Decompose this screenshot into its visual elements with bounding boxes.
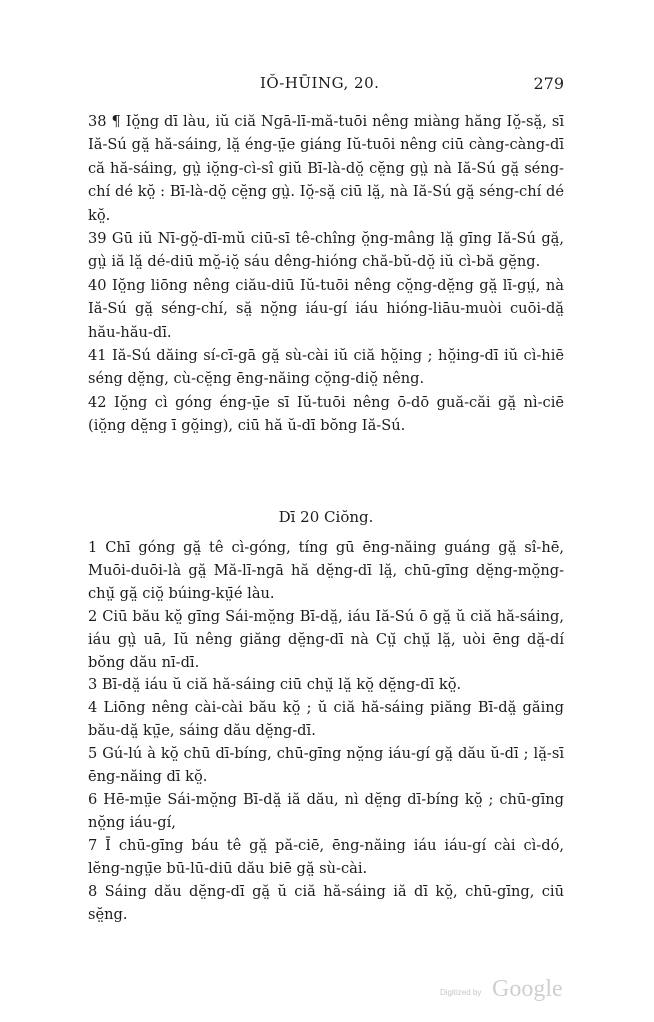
verse-41: 41 Iă-Sú dăing sí-cī-gā gă̤ sù-cài iŭ ciă hŏ̤ing ; hŏ̤ing-dī iŭ cì-hiē séng dĕ̤ng, cù-cĕ̤ng ēng-năing cŏ̤ng-diŏ̤ nêng. (88, 347, 564, 388)
verse-3: 3 Bī-dă̤ iáu ŭ ciă hă-sáing ciū chṳ̆ lă̤ kŏ̤ dĕ̤ng-dī kŏ̤. (88, 676, 462, 694)
verse-6: 6 Hē-mṳ̄e Sái-mŏ̤ng Bī-dă̤ iă dău, nì dĕ̤ng dī-bíng kŏ̤ ; chū-gīng nŏ̤ng iáu-gí, (88, 790, 564, 831)
digitized-by-label: Digitized by (440, 988, 482, 997)
google-watermark (440, 976, 580, 1004)
verse-5: 5 Gú-lú à kŏ̤ chū dī-bíng, chū-gīng nŏ̤ng iáu-gí gă̤ dău ŭ-dī ; lă̤-sī ēng-năing dī kŏ̤. (88, 745, 564, 786)
verse-4: 4 Liōng nêng cài-cài bău kŏ̤ ; ŭ ciă hă-sáing piăng Bī-dă̤ găing bău-dă̤ kṳ̄e, sáing dău dĕ̤ng-dī. (88, 699, 564, 740)
running-head (90, 74, 564, 98)
verse-42: 42 Iŏ̤ng cì góng éng-ṳ̄e sī Iŭ-tuōi nêng ō-dō guă-căi gă̤ nì-ciē (iŏ̤ng dĕ̤ng ī gŏ̤ing), ciū hă ŭ-dī bŏng Iă-Sú. (88, 393, 564, 435)
chapter-19-text (88, 110, 564, 438)
verse-8: 8 Sáing dău dĕ̤ng-dī gă̤ ŭ ciă hă-sáing iă dī kŏ̤, chū-gīng, ciū sĕ̤ng. (88, 882, 564, 923)
verse-38: 38 ¶ Iŏ̤ng dī làu, iŭ ciă Ngā-lī-mă-tuōi nêng miàng hăng Iŏ̤-să̤, sī Iă-Sú gă̤ hă-sáing, lă̤ éng-ṳ̄e giáng Iŭ-tuōi nêng ciū càng-càng-dī că hă-sáing, gṳ̀ iŏ̤ng-cì-sî giŭ Bī-là-dŏ̤ cĕ̤ng gṳ̀ nà Iă-Sú gă̤ séng-chí dé kŏ̤ : Bī-là-dŏ̤ cĕ̤ng gṳ̀. Iŏ̤-să̤ ciū lă̤, nà Iă-Sú gă̤ séng-chí dé kŏ̤. (88, 113, 564, 224)
verse-2: 2 Ciū bău kŏ̤ gīng Sái-mŏ̤ng Bī-dă̤, iáu Iă-Sú ō gă̤ ŭ ciă hă-sáing, iáu gṳ̀ uā, Iŭ nêng giăng dĕ̤ng-dī nà Cṳ̆ chṳ̆ lă̤, uòi ēng dă̤-dí bŏng dău nī-dī. (88, 607, 564, 671)
running-title: IŎ-HŪING, 20. (260, 74, 380, 92)
chapter-heading: Dī 20 Ciŏng. (278, 508, 374, 526)
chapter-20-text (88, 537, 564, 926)
google-logo: Google (492, 976, 563, 1002)
verse-39: 39 Gū iŭ Nī-gŏ̤-dī-mŭ ciū-sī tê-chîng ŏ̤ng-mâng lă̤ gīng Iă-Sú gă̤, gṳ̀ iă lă̤ dé-diū mŏ̤-iŏ̤ sáu dêng-hióng chă-bŭ-dŏ̤ iŭ cì-bă gĕ̤ng. (88, 230, 564, 271)
verse-40: 40 Iŏ̤ng liōng nêng ciău-diū Iŭ-tuōi nêng cŏ̤ng-dĕ̤ng gă̤ lī-gṳ́, nà Iă-Sú gă̤ séng-chí, să̤ nŏ̤ng iáu-gí iáu hióng-liāu-muòi cuōi-dă̤ hău-hău-dī. (88, 276, 564, 341)
verse-1: 1 Chī góng gă̤ tê cì-góng, tíng gū ēng-năing guáng gă̤ sî-hē, Muōi-duōi-là gă̤ Mă-lī-ngā hă dĕ̤ng-dī lă̤, chū-gīng dĕ̤ng-mŏ̤ng-chṳ̆ gă̤ ciŏ̤ búing-kṳ̄é làu. (88, 539, 564, 602)
verse-7: 7 Ī chū-gīng báu tê gă̤ pă-ciē, ēng-năing iáu iáu-gí cài cì-dó, lĕng-ngṳ̄e bū-lū-diū dău biē gă̤ sù-cài. (88, 836, 564, 877)
page-number: 279 (533, 74, 564, 93)
